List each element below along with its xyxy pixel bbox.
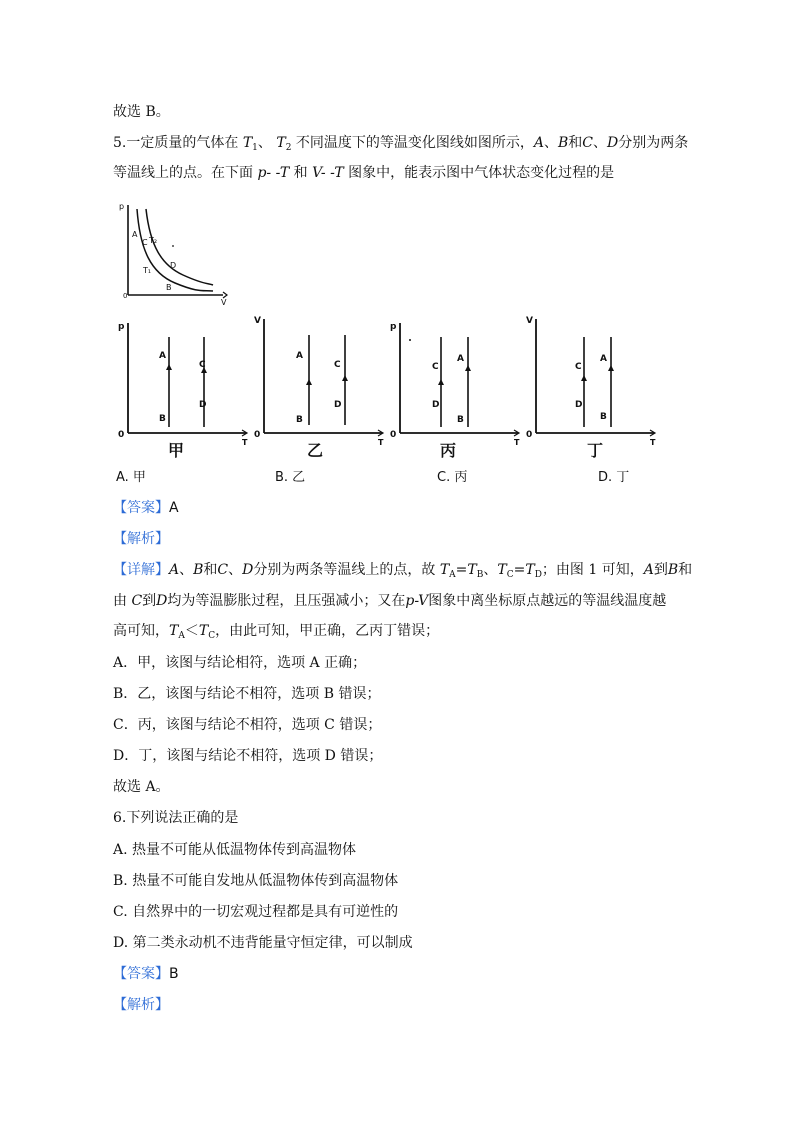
q5-option-d: D. 丁 (598, 470, 630, 485)
q5-option-b: B. 乙 (275, 470, 306, 485)
graph-ding-caption: 丁 (587, 441, 604, 460)
graph-bing (388, 315, 523, 460)
svg-text:B: B (159, 414, 166, 424)
pv-label-t1: T₁ (143, 266, 152, 275)
pv-point-b: B (166, 283, 172, 292)
svg-text:D: D (432, 400, 440, 410)
q6-option-b: B. 热量不可能自发地从低温物体传到高温物体 (113, 873, 399, 889)
svg-text:T: T (242, 438, 248, 447)
svg-text:D: D (199, 400, 207, 410)
svg-text:B: B (600, 412, 607, 422)
q6-analysis-label: 【解析】 (113, 997, 169, 1013)
svg-text:A: A (457, 354, 464, 364)
svg-text:0: 0 (390, 430, 397, 440)
svg-text:B: B (457, 415, 464, 425)
q5-analysis-label: 【解析】 (113, 531, 169, 547)
svg-text:T: T (650, 438, 656, 447)
svg-text:V: V (526, 316, 533, 326)
q5-explain-b: B．乙，该图与结论不相符，选项 B 错误； (113, 686, 381, 702)
q6-option-c: C. 自然界中的一切宏观过程都是具有可逆性的 (113, 904, 399, 920)
svg-text:A: A (296, 351, 303, 361)
svg-text:0: 0 (254, 430, 261, 440)
q6-answer: 【答案】B (113, 966, 179, 982)
q5-detail-line2: 由 C到D均为等温膨胀过程，且压强减小；又在p-V图象中离坐标原点越远的等温线温度越 (113, 593, 667, 609)
svg-text:V: V (254, 316, 261, 326)
graph-yi-caption: 乙 (307, 441, 324, 460)
svg-text:A: A (600, 354, 607, 364)
pv-axis-p: p (119, 202, 125, 211)
q5-detail-line3: 高可知，$T_A<T_C$，由此可知，甲正确，乙丙丁错误； (113, 623, 440, 641)
q5-option-c: C. 丙 (437, 470, 468, 485)
previous-conclusion: 故选 B。 (113, 104, 170, 120)
q5-conclusion: 故选 A。 (113, 779, 170, 795)
graph-yi (252, 315, 387, 460)
q5-stem-line2: 等温线上的点。在下面 p- -T 和 V- -T 图象中，能表示图中气体状态变化过程的是 (113, 165, 615, 181)
svg-text:C: C (432, 362, 439, 372)
svg-text:0: 0 (118, 430, 125, 440)
svg-text:p: p (118, 322, 125, 332)
q5-answer: 【答案】A (113, 500, 179, 516)
svg-text:T: T (378, 438, 384, 447)
pv-label-t2: T₂ (149, 236, 158, 245)
q6-stem: 6.下列说法正确的是 (113, 810, 239, 826)
q5-stem-line1: 5.一定质量的气体在 $T_1$、 $T_2$ 不同温度下的等温变化图线如图所示，A、B和C、D分别为两条 (113, 135, 689, 153)
svg-text:0: 0 (526, 430, 533, 440)
q5-explain-a: A．甲，该图与结论相符，选项 A 正确； (113, 655, 367, 671)
svg-text:p: p (390, 322, 397, 332)
q5-explain-d: D．丁，该图与结论不相符，选项 D 错误； (113, 748, 383, 764)
pv-point-a: A (132, 230, 138, 239)
svg-text:T: T (514, 438, 520, 447)
graph-jia (116, 315, 251, 460)
pv-point-d: D (170, 261, 177, 270)
pv-isotherm-figure (113, 195, 233, 307)
pv-origin: 0 (123, 292, 128, 300)
svg-text:D: D (575, 400, 583, 410)
pv-stray-dot (172, 245, 174, 247)
svg-text:C: C (575, 362, 582, 372)
pv-point-c: C (142, 238, 148, 247)
svg-text:A: A (159, 351, 166, 361)
q5-detail-line1: 【详解】A、B和C、D分别为两条等温线上的点，故 $T_A=T_B$、$T_C=T_D$；由图 1 可知，A到B和 (113, 562, 693, 580)
q5-option-a: A. 甲 (116, 470, 146, 485)
q6-option-a: A. 热量不可能从低温物体传到高温物体 (113, 842, 357, 858)
svg-text:C: C (199, 360, 206, 370)
pv-axis-v: V (221, 298, 227, 307)
svg-text:C: C (334, 360, 341, 370)
q5-explain-c: C．丙，该图与结论不相符，选项 C 错误； (113, 717, 382, 733)
graph-jia-caption: 甲 (168, 441, 185, 460)
graph-bing-caption: 丙 (440, 441, 457, 460)
svg-text:B: B (296, 415, 303, 425)
q6-option-d: D. 第二类永动机不违背能量守恒定律，可以制成 (113, 935, 413, 951)
graph-ding (524, 315, 664, 460)
svg-text:D: D (334, 400, 342, 410)
